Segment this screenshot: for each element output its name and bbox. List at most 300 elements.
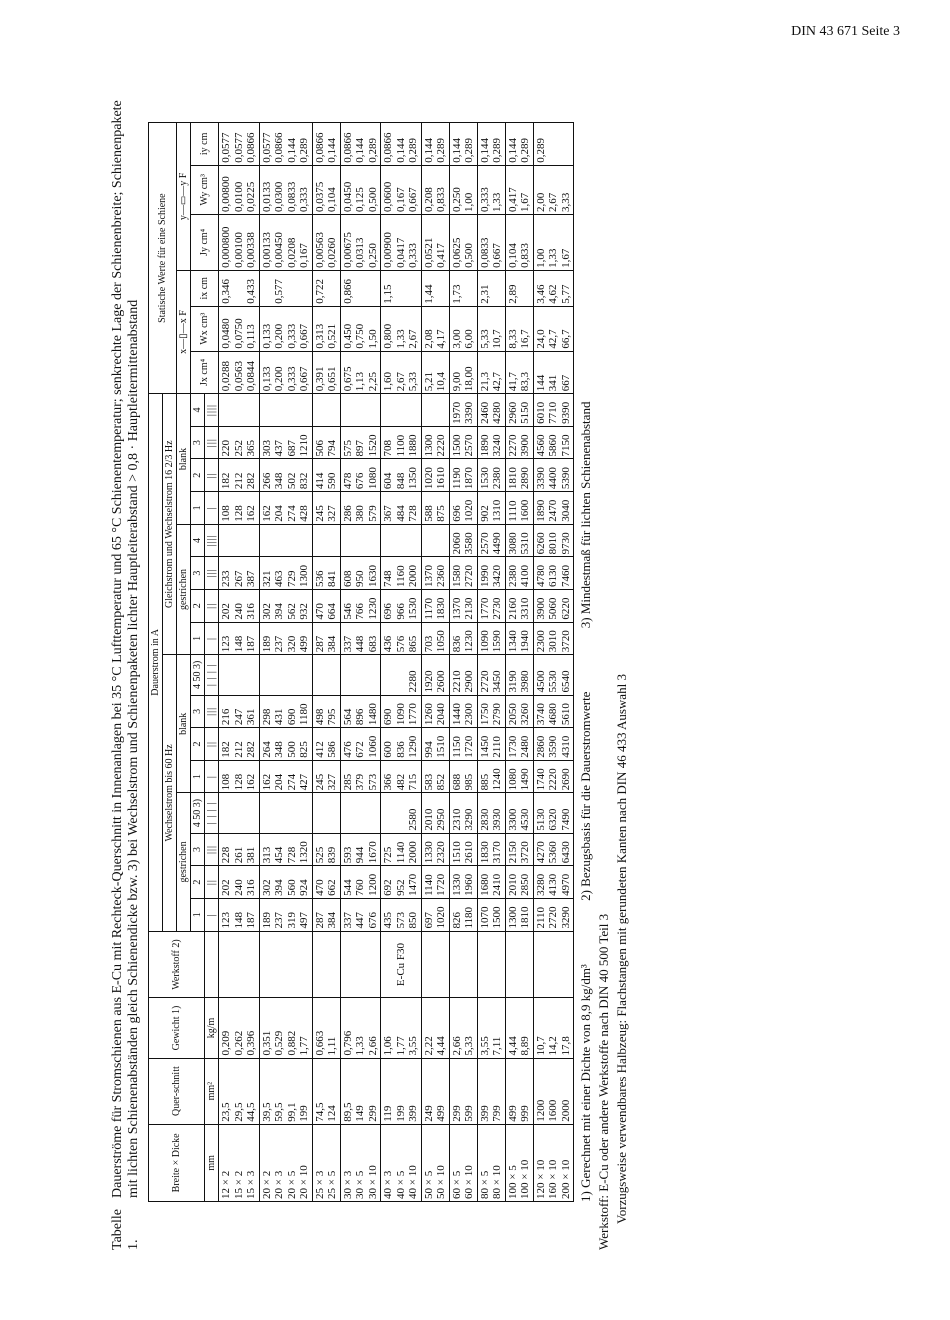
- cell-jx: 0,391 0,651: [312, 351, 340, 394]
- cell-jx: 0,133 0,200 0,333 0,667: [259, 351, 312, 394]
- bar-glyph-3: |||: [205, 833, 219, 866]
- cell-b: 80 × 5 80 × 10: [477, 1124, 505, 1201]
- cell-iy: 0,0866 0,144 0,289: [340, 123, 381, 166]
- cell-wy: 0,0133 0,0300 0,0833 0,333: [259, 165, 312, 214]
- col-querschnitt: Quer-schnitt: [149, 1058, 205, 1124]
- cell-b1: 583 852: [421, 760, 449, 793]
- cell-c4: 3080 5310: [505, 524, 533, 557]
- cell-q: 119 199 399: [381, 1058, 422, 1124]
- cell-d3: 1500 2570: [449, 426, 477, 459]
- cell-a3: 2150 3720: [505, 833, 533, 866]
- cell-d1: 1890 2470 3040: [533, 492, 574, 525]
- cell-b: 40 × 3 40 × 5 40 × 10: [381, 1124, 422, 1201]
- werkstoff-line: Werkstoff: E-Cu oder andere Werkstoffe nach DIN 40 500 Teil 3: [596, 913, 611, 1250]
- cell-a1: 1070 1500: [477, 898, 505, 931]
- cell-a4: 2310 3290: [449, 793, 477, 833]
- cell-d4: 1970 3390: [449, 394, 477, 427]
- cell-c2: 3900 5060 6220: [533, 589, 574, 622]
- cell-c4: [340, 524, 381, 557]
- cell-a1: 1300 1810: [505, 898, 533, 931]
- cell-q: 249 499: [421, 1058, 449, 1124]
- n1: 1: [191, 492, 205, 525]
- hdr-dc-gestrichen: gestrichen: [177, 524, 191, 655]
- cell-b4: 2280: [381, 655, 422, 695]
- cell-c2: 546 766 1230: [340, 589, 381, 622]
- cell-d1: 902 1310: [477, 492, 505, 525]
- cell-b1: 1080 1490: [505, 760, 533, 793]
- cell-b3: 3740 4680 5610: [533, 695, 574, 728]
- cell-a1: 287 384: [312, 898, 340, 931]
- table-row: [533, 123, 574, 1202]
- cell-a2: 692 952 1470: [381, 866, 422, 899]
- col-ix: ix cm: [191, 270, 219, 306]
- cell-jy: 0,00133 0,00450 0,0208 0,167: [259, 214, 312, 270]
- cell-c2: 696 966 1530: [381, 589, 422, 622]
- cell-d2: 3390 4400 5390: [533, 459, 574, 492]
- cell-c4: [219, 524, 260, 557]
- cell-d4: 2460 4280: [477, 394, 505, 427]
- cell-b4: 1920 2600: [421, 655, 449, 695]
- n2: 2: [191, 589, 205, 622]
- cell-d2: 478 676 1080: [340, 459, 381, 492]
- cell-c4: [312, 524, 340, 557]
- table-row: [477, 123, 505, 1202]
- cell-a3: 1510 2610: [449, 833, 477, 866]
- cell-w: [477, 931, 505, 998]
- cell-d1: 245 327: [312, 492, 340, 525]
- cell-b4: 4500 5530 6540: [533, 655, 574, 695]
- cell-d4: [421, 394, 449, 427]
- cell-d2: 1020 1610: [421, 459, 449, 492]
- cell-a3: 1830 3170: [477, 833, 505, 866]
- cell-ix: 1,73: [449, 270, 477, 306]
- cell-b1: 285 379 573: [340, 760, 381, 793]
- cell-c1: 337 448 683: [340, 622, 381, 655]
- cell-a1: 2110 2720 3290: [533, 898, 574, 931]
- cell-a3: 725 1140 2000: [381, 833, 422, 866]
- cell-g: 10,7 14,2 17,8: [533, 998, 574, 1058]
- hdr-statische: Statische Werte für eine Schiene: [149, 123, 177, 394]
- col-iy: iy cm: [191, 123, 219, 166]
- cell-b2: 1450 2110: [477, 728, 505, 761]
- table-row: [449, 123, 477, 1202]
- cell-wy: 0,250 1,00: [449, 165, 477, 214]
- cell-b1: 162 204 274 427: [259, 760, 312, 793]
- bar-glyph-1: |: [205, 622, 219, 655]
- cell-g: 0,209 0,262 0,396: [219, 998, 260, 1058]
- cell-b2: 264 348 500 825: [259, 728, 312, 761]
- cell-a4: [219, 793, 260, 833]
- cell-d1: 588 875: [421, 492, 449, 525]
- cell-wx: 0,800 1,33 2,67: [381, 306, 422, 351]
- cell-a1: 123 148 187: [219, 898, 260, 931]
- cell-b: 20 × 2 20 × 3 20 × 5 20 × 10: [259, 1124, 312, 1201]
- cell-ix: 3,46 4,62 5,77: [533, 270, 574, 306]
- cell-wx: 5,33 10,7: [477, 306, 505, 351]
- unit-kgm: kg/m: [205, 998, 219, 1058]
- cell-b4: [219, 655, 260, 695]
- cell-a1: 826 1180: [449, 898, 477, 931]
- cell-d2: 1810 2890: [505, 459, 533, 492]
- cell-a3: 228 261 381: [219, 833, 260, 866]
- cell-wx: 24,0 42,7 66,7: [533, 306, 574, 351]
- col-gewicht: Gewicht 1): [149, 998, 205, 1058]
- table-row: [312, 123, 340, 1202]
- cell-a3: 313 454 728 1320: [259, 833, 312, 866]
- col-werkstoff: Werkstoff 2): [149, 931, 205, 998]
- cell-wy: 0,208 0,833: [421, 165, 449, 214]
- hdr-ac: Wechselstrom bis 60 Hz: [163, 655, 177, 931]
- cell-g: 1,06 1,77 3,55: [381, 998, 422, 1058]
- cell-q: 299 599: [449, 1058, 477, 1124]
- cell-d3: 303 437 687 1210: [259, 426, 312, 459]
- cell-c3: 1990 3420: [477, 557, 505, 590]
- cell-a2: 1330 1960: [449, 866, 477, 899]
- bar-glyph-4: ||||: [205, 394, 219, 427]
- cell-b4: 2210 2900: [449, 655, 477, 695]
- cell-b: 120 × 10 160 × 10 200 × 10: [533, 1124, 574, 1201]
- cell-c2: 1770 2730: [477, 589, 505, 622]
- cell-wy: 0,0375 0,104: [312, 165, 340, 214]
- cell-b2: 2860 3590 4310: [533, 728, 574, 761]
- cell-c1: 123 148 187: [219, 622, 260, 655]
- cell-c1: 2300 3010 3720: [533, 622, 574, 655]
- hdr-dc: Gleichstrom und Wechselstrom 16 2/3 Hz: [163, 394, 177, 655]
- cell-b2: 994 1510: [421, 728, 449, 761]
- n1: 1: [191, 760, 205, 793]
- n2: 2: [191, 459, 205, 492]
- cell-a3: 4270 5360 6430: [533, 833, 574, 866]
- footnotes: [578, 122, 594, 1202]
- col-wx: Wx cm³: [191, 306, 219, 351]
- cell-c1: 436 576 865: [381, 622, 422, 655]
- cell-ix: 1,15: [381, 270, 422, 306]
- cell-q: 74,5 124: [312, 1058, 340, 1124]
- cell-a2: 202 240 316: [219, 866, 260, 899]
- cell-b2: 1730 2480: [505, 728, 533, 761]
- unit-blank: [205, 931, 219, 998]
- cell-d3: 506 794: [312, 426, 340, 459]
- col-breite: Breite × Dicke: [149, 1124, 205, 1201]
- cell-q: 1200 1600 2000: [533, 1058, 574, 1124]
- footnote-1: 1) Gerechnet mit einer Dichte von 8,9 kg/dm³: [578, 964, 593, 1202]
- cell-jy: 1,00 1,33 1,67: [533, 214, 574, 270]
- cell-d1: 696 1020: [449, 492, 477, 525]
- cell-d4: [219, 394, 260, 427]
- cell-jy: 0,00675 0,0313 0,250: [340, 214, 381, 270]
- cell-c3: 608 950 1630: [340, 557, 381, 590]
- cell-d4: [381, 394, 422, 427]
- cell-jy: 0,00563 0,0260: [312, 214, 340, 270]
- cell-jx: 144 341 667: [533, 351, 574, 394]
- n1: 1: [191, 622, 205, 655]
- cell-ix: 2,89: [505, 270, 533, 306]
- cell-b4: [259, 655, 312, 695]
- cell-wy: 0,333 1,33: [477, 165, 505, 214]
- table-title: Dauerströme für Stromschienen aus E-Cu mit Rechteck-Querschnitt in Innenanlagen bei 35 °C Lufttemperatur und 65 °C Schienentemperatur; senkrechte Lage der Schienenbreite; Schienenpakete mit lichten Schienenabständen gleich Schienendicke bzw. 3) bei Wechselstrom und Schienenpaketen lichter Hauptleiterabstand > 0,8 · Hauptleitermittenabstand: [110, 100, 141, 1198]
- cell-g: 2,66 5,33: [449, 998, 477, 1058]
- cell-d2: 1190 1870: [449, 459, 477, 492]
- cell-b3: 1750 2790: [477, 695, 505, 728]
- cell-a2: 544 760 1200: [340, 866, 381, 899]
- bar-glyph-2: ||: [205, 459, 219, 492]
- cell-c3: 536 841: [312, 557, 340, 590]
- cell-b1: 108 128 162: [219, 760, 260, 793]
- cell-a1: 697 1020: [421, 898, 449, 931]
- cell-c4: [381, 524, 422, 557]
- cell-c2: 2160 3310: [505, 589, 533, 622]
- cell-d3: 575 897 1520: [340, 426, 381, 459]
- cell-jy: 0,0521 0,417: [421, 214, 449, 270]
- cell-a1: 189 237 319 497: [259, 898, 312, 931]
- cell-ix: 0,577: [259, 270, 312, 306]
- cell-g: 0,351 0,529 0,882 1,77: [259, 998, 312, 1058]
- cell-a4: 2010 2950: [421, 793, 449, 833]
- table-body: [219, 123, 574, 1202]
- n4: 4: [191, 394, 205, 427]
- cell-d3: 2270 3900: [505, 426, 533, 459]
- cell-b1: 245 327: [312, 760, 340, 793]
- cell-a3: 525 839: [312, 833, 340, 866]
- cell-a4: 3300 4530: [505, 793, 533, 833]
- cell-d3: 1300 2220: [421, 426, 449, 459]
- bar-glyph-4: | | | |: [205, 793, 219, 833]
- cell-jy: 0,00900 0,0417 0,333: [381, 214, 422, 270]
- cell-a2: 302 394 560 924: [259, 866, 312, 899]
- cell-d2: 1530 2380: [477, 459, 505, 492]
- cell-c1: 703 1050: [421, 622, 449, 655]
- n4: 4 50 3): [191, 793, 205, 833]
- cell-w: [533, 931, 574, 998]
- cell-d4: 6010 7710 9390: [533, 394, 574, 427]
- cell-a3: 1330 2320: [421, 833, 449, 866]
- cell-d1: 162 204 274 428: [259, 492, 312, 525]
- cell-wy: 0,0600 0,167 0,667: [381, 165, 422, 214]
- cell-d3: 220 252 365: [219, 426, 260, 459]
- cell-iy: 0,144 0,289: [449, 123, 477, 166]
- cell-c4: [421, 524, 449, 557]
- cell-b1: 1740 2220 2690: [533, 760, 574, 793]
- cell-iy: 0,0577 0,0577 0,0866: [219, 123, 260, 166]
- cell-b1: 688 985: [449, 760, 477, 793]
- hdr-ac-gestrichen: gestrichen: [177, 793, 191, 931]
- bar-glyph-2: ||: [205, 728, 219, 761]
- page-header: DIN 43 671 Seite 3: [791, 24, 900, 39]
- bar-glyph-1: |: [205, 492, 219, 525]
- cell-d1: 108 128 162: [219, 492, 260, 525]
- cell-b3: 298 431 690 1180: [259, 695, 312, 728]
- cell-jy: 0,0625 0,500: [449, 214, 477, 270]
- cell-c1: 1340 1940: [505, 622, 533, 655]
- cell-d1: 1110 1600: [505, 492, 533, 525]
- n2: 2: [191, 866, 205, 899]
- cell-g: 0,663 1,11: [312, 998, 340, 1058]
- col-jy: Jy cm⁴: [191, 214, 219, 270]
- bar-glyph-1: |: [205, 760, 219, 793]
- cell-a1: 435 573 850: [381, 898, 422, 931]
- cell-b4: 3190 3980: [505, 655, 533, 695]
- cell-iy: 0,144 0,289: [505, 123, 533, 166]
- cell-wy: 2,00 2,67 3,33: [533, 165, 574, 214]
- cell-a2: 1680 2410: [477, 866, 505, 899]
- cell-c1: 836 1230: [449, 622, 477, 655]
- cell-iy: 0,0866 0,144 0,289: [381, 123, 422, 166]
- cell-b4: [312, 655, 340, 695]
- cell-g: 3,55 7,11: [477, 998, 505, 1058]
- cell-ix: 0,346 0,433: [219, 270, 260, 306]
- cell-d4: [259, 394, 312, 427]
- cell-c3: 1580 2720: [449, 557, 477, 590]
- cell-c2: 1170 1830: [421, 589, 449, 622]
- cell-ix: 1,44: [421, 270, 449, 306]
- cell-b3: 1440 2300: [449, 695, 477, 728]
- cell-jy: 0,104 0,833: [505, 214, 533, 270]
- cell-c2: 1370 2130: [449, 589, 477, 622]
- cell-c2: 470 664: [312, 589, 340, 622]
- cell-jy: 0,0833 0,667: [477, 214, 505, 270]
- n4: 4 50 3): [191, 655, 205, 695]
- bar-glyph-2: ||: [205, 589, 219, 622]
- bar-glyph-3: |||: [205, 426, 219, 459]
- cell-b2: 600 836 1290: [381, 728, 422, 761]
- cell-d1: 286 380 579: [340, 492, 381, 525]
- cell-a4: 5130 6320 7490: [533, 793, 574, 833]
- cell-w: [312, 931, 340, 998]
- cell-c3: 4780 6130 7460: [533, 557, 574, 590]
- cell-b2: 476 672 1060: [340, 728, 381, 761]
- cell-ix: 2,31: [477, 270, 505, 306]
- cell-iy: 0,144 0,289: [477, 123, 505, 166]
- hdr-y-symbol: y—▭—y F: [177, 123, 191, 271]
- cell-w: [340, 931, 381, 998]
- table-row: [259, 123, 312, 1202]
- bar-glyph-4: | | | |: [205, 655, 219, 695]
- cell-a2: 2010 2850: [505, 866, 533, 899]
- cell-ix: 0,866: [340, 270, 381, 306]
- cell-q: 89,5 149 299: [340, 1058, 381, 1124]
- cell-b: 50 × 5 50 × 10: [421, 1124, 449, 1201]
- cell-b3: 2050 3260: [505, 695, 533, 728]
- table-label: Tabelle 1.: [110, 1209, 141, 1250]
- cell-c2: 202 240 316: [219, 589, 260, 622]
- cell-c1: 287 384: [312, 622, 340, 655]
- col-wy: Wy cm³: [191, 165, 219, 214]
- cell-b1: 366 482 715: [381, 760, 422, 793]
- cell-b: 100 × 5 100 × 10: [505, 1124, 533, 1201]
- cell-iy: 0,0866 0,144: [312, 123, 340, 166]
- cell-wx: 0,450 0,750 1,50: [340, 306, 381, 351]
- cell-w: [449, 931, 477, 998]
- bar-glyph-3: |||: [205, 557, 219, 590]
- cell-b1: 885 1240: [477, 760, 505, 793]
- cell-q: 399 799: [477, 1058, 505, 1124]
- cell-a2: 470 662: [312, 866, 340, 899]
- cell-d4: 2960 5150: [505, 394, 533, 427]
- hdr-x-symbol: x—▯—x F: [177, 270, 191, 393]
- cell-b2: 1150 1720: [449, 728, 477, 761]
- cell-d1: 367 484 728: [381, 492, 422, 525]
- n4: 4: [191, 524, 205, 557]
- n3: 3: [191, 557, 205, 590]
- hdr-ac-blank: blank: [177, 655, 191, 793]
- table-caption: [110, 70, 142, 1250]
- cell-wx: 0,0480 0,0750 0,113: [219, 306, 260, 351]
- cell-c1: 1090 1590: [477, 622, 505, 655]
- cell-c3: 1370 2360: [421, 557, 449, 590]
- cell-d3: 1890 3240: [477, 426, 505, 459]
- current-rating-table: [148, 122, 574, 1202]
- cell-w: [505, 931, 533, 998]
- cell-wx: 0,313 0,521: [312, 306, 340, 351]
- bar-glyph-2: ||: [205, 866, 219, 899]
- bar-glyph-1: |: [205, 898, 219, 931]
- cell-wx: 2,08 4,17: [421, 306, 449, 351]
- unit-mm: mm: [205, 1124, 219, 1201]
- cell-jx: 21,3 42,7: [477, 351, 505, 394]
- cell-jx: 1,60 2,67 5,33: [381, 351, 422, 394]
- cell-b: 12 × 2 15 × 2 15 × 3: [219, 1124, 260, 1201]
- cell-w: [219, 931, 260, 998]
- cell-d2: 414 590: [312, 459, 340, 492]
- cell-jy: 0,000800 0,00100 0,00338: [219, 214, 260, 270]
- cell-a2: 3280 4130 4970: [533, 866, 574, 899]
- cell-c2: 302 394 562 932: [259, 589, 312, 622]
- footnote-3: 3) Mindestmaß für lichten Schienenabstand: [578, 401, 593, 629]
- cell-d3: 4560 5860 7150: [533, 426, 574, 459]
- cell-b2: 182 212 282: [219, 728, 260, 761]
- cell-a4: 2580: [381, 793, 422, 833]
- cell-c3: 321 463 729 1300: [259, 557, 312, 590]
- cell-c4: 2060 3580: [449, 524, 477, 557]
- n3: 3: [191, 695, 205, 728]
- bar-glyph-4: ||||: [205, 524, 219, 557]
- cell-c4: [259, 524, 312, 557]
- cell-b3: 1260 2040: [421, 695, 449, 728]
- n2: 2: [191, 728, 205, 761]
- cell-iy: 0,0577 0,0866 0,144 0,289: [259, 123, 312, 166]
- cell-w: [259, 931, 312, 998]
- n3: 3: [191, 426, 205, 459]
- cell-wx: 8,33 16,7: [505, 306, 533, 351]
- cell-a4: 2830 3930: [477, 793, 505, 833]
- cell-c3: 233 267 387: [219, 557, 260, 590]
- cell-jx: 0,0288 0,0563 0,0844: [219, 351, 260, 394]
- cell-q: 499 999: [505, 1058, 533, 1124]
- footnote-2: 2) Bezugsbasis für die Dauerstromwerte: [578, 691, 593, 901]
- cell-a2: 1140 1720: [421, 866, 449, 899]
- cell-b3: 498 795: [312, 695, 340, 728]
- cell-wx: 0,133 0,200 0,333 0,667: [259, 306, 312, 351]
- n1: 1: [191, 898, 205, 931]
- unit-mm2: mm²: [205, 1058, 219, 1124]
- cell-q: 39,5 59,5 99,1 199: [259, 1058, 312, 1124]
- rotated-page-content: [110, 70, 900, 1250]
- table-row: [505, 123, 533, 1202]
- cell-jx: 0,675 1,13 2,25: [340, 351, 381, 394]
- hdr-dc-blank: blank: [177, 394, 191, 525]
- cell-a4: [259, 793, 312, 833]
- cell-q: 23,5 29,5 44,5: [219, 1058, 260, 1124]
- cell-iy: 0,144 0,289: [421, 123, 449, 166]
- n3: 3: [191, 833, 205, 866]
- cell-wx: 3,00 6,00: [449, 306, 477, 351]
- cell-a4: [340, 793, 381, 833]
- hdr-dauerstrom: Dauerstrom in A: [149, 394, 163, 931]
- cell-wy: 0,0450 0,125 0,500: [340, 165, 381, 214]
- cell-a4: [312, 793, 340, 833]
- cell-d2: 266 348 502 832: [259, 459, 312, 492]
- cell-g: 4,44 8,89: [505, 998, 533, 1058]
